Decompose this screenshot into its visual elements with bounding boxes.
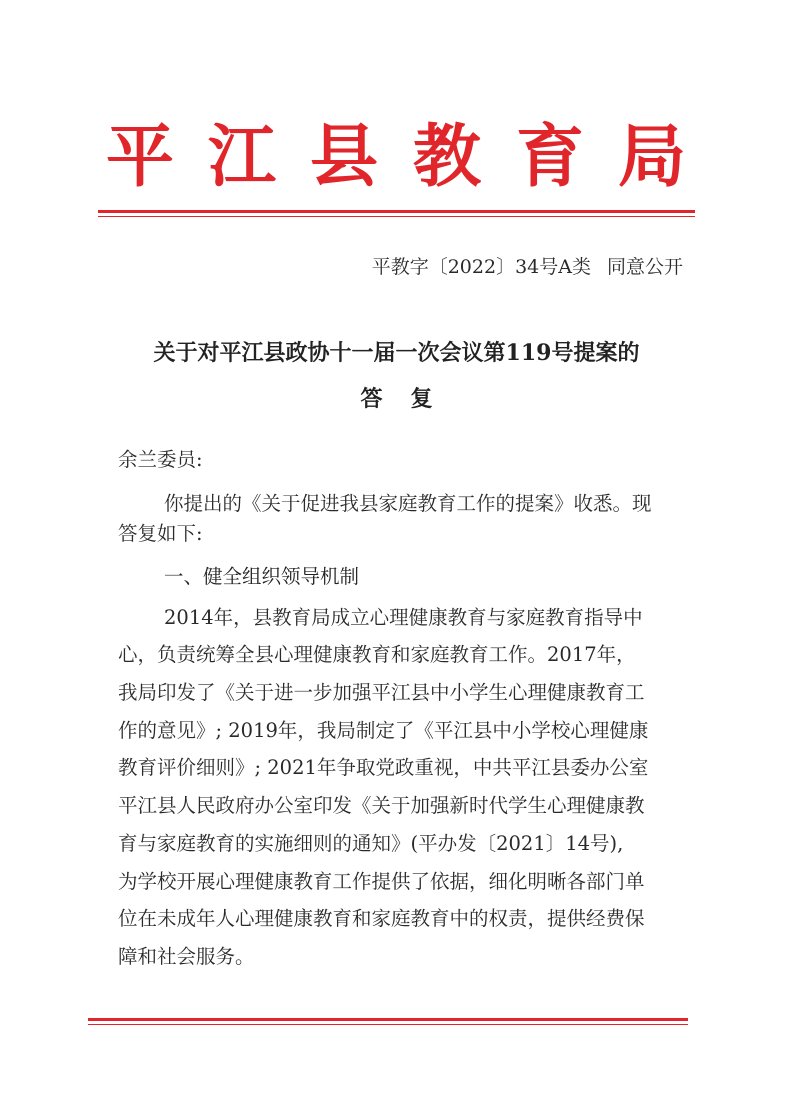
section1-line-3: 我局印发了《关于进一步加强平江县中小学生心理健康教育工 <box>118 681 645 704</box>
org-char-6: 局 <box>617 117 686 197</box>
section1-line-6: 平江县人民政府办公室印发《关于加强新时代学生心理健康教 <box>118 794 645 817</box>
intro-line-2: 答复如下: <box>118 522 203 545</box>
section1-line-8: 为学校开展心理健康教育工作提供了依据，细化明晰各部门单 <box>118 870 645 893</box>
document-number <box>372 253 683 281</box>
footer-red-rule-thin <box>88 1024 688 1025</box>
footer-red-rule-thick <box>88 1018 688 1021</box>
section1-line-2: 心，负责统筹全县心理健康教育和家庭教育工作。2017年， <box>118 643 636 666</box>
salutation: 余兰委员: <box>118 448 203 471</box>
intro-line-1: 你提出的《关于促进我县家庭教育工作的提案》收悉。现 <box>164 492 652 515</box>
section1-line-9: 位在未成年人心理健康教育和家庭教育中的权责，提供经费保 <box>118 907 645 930</box>
disclosure-category: 同意公开 <box>606 256 683 278</box>
section1-line-10: 障和社会服务。 <box>118 945 255 968</box>
document-subject-line-1: 关于对平江县政协十一届一次会议第119号提案的 <box>153 340 640 366</box>
org-char-4: 教 <box>412 117 481 197</box>
document-number-text: 平教字〔2022〕34号A类 <box>371 256 591 278</box>
org-char-1: 平 <box>105 117 174 197</box>
org-char-3: 县 <box>309 117 378 197</box>
section1-line-1: 2014年，县教育局成立心理健康教育与家庭教育指导中 <box>164 606 643 629</box>
header-red-rule-thick <box>98 210 695 213</box>
header-red-rule-thin <box>98 216 695 217</box>
section1-line-4: 作的意见》; 2019年，我局制定了《平江县中小学校心理健康 <box>118 719 649 742</box>
document-subject-line-2: 答复 <box>360 386 461 412</box>
section1-line-5: 教育评价细则》; 2021年争取党政重视，中共平江县委办公室 <box>118 756 649 779</box>
section-heading-1: 一、健全组织领导机制 <box>164 565 360 588</box>
issuing-organization-title <box>100 112 700 202</box>
org-char-5: 育 <box>515 117 584 197</box>
org-char-2: 江 <box>207 117 276 197</box>
section1-line-7: 育与家庭教育的实施细则的通知》(平办发〔2021〕14号), <box>118 832 624 855</box>
